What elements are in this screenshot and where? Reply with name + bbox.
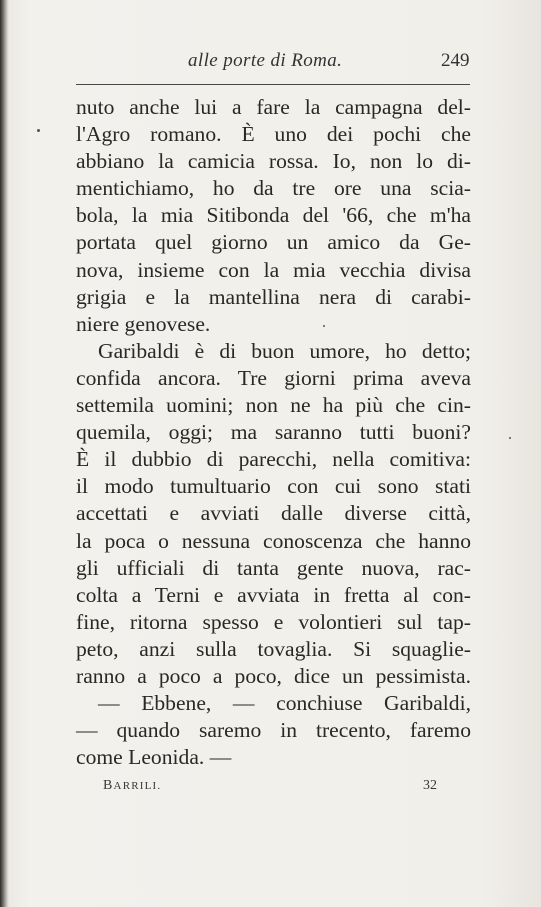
- text-line: confida ancora. Tre giorni prima aveva: [76, 365, 471, 390]
- sheet-number: 32: [423, 778, 437, 793]
- text-line: quemila, oggi; ma saranno tutti buoni?: [76, 420, 471, 445]
- text-line: la poca o nessuna conoscenza che hanno: [76, 528, 471, 553]
- header-rule: [76, 84, 470, 85]
- page-number: 249: [441, 50, 470, 71]
- text-line: È il dubbio di parecchi, nella comitiva:: [76, 447, 471, 472]
- text-line: — quando saremo in trecento, faremo: [76, 718, 471, 743]
- text-line: mentichiamo, ho da tre ore una scia-: [76, 176, 471, 201]
- page-speck: [37, 129, 40, 132]
- text-line: — Ebbene, — conchiuse Garibaldi,: [98, 691, 471, 716]
- running-title: alle porte di Roma.: [188, 50, 343, 71]
- text-line: l'Agro romano. È uno dei pochi che: [76, 122, 471, 147]
- text-line: nova, insieme con la mia vecchia divisa: [76, 257, 471, 282]
- text-line: colta a Terni e avviata in fretta al con-: [76, 582, 471, 607]
- text-line: bola, la mia Sitibonda del '66, che m'ha: [76, 203, 471, 228]
- running-head: [0, 50, 541, 74]
- text-line: accettati e avviati dalle diverse città,: [76, 501, 471, 526]
- text-line: il modo tumultuario con cui sono stati: [76, 474, 471, 499]
- page-speck: [323, 325, 325, 327]
- text-line: niere genovese.: [76, 311, 211, 336]
- text-line: grigia e la mantellina nera di carabi-: [76, 284, 471, 309]
- text-line: portata quel giorno un amico da Ge-: [76, 230, 471, 255]
- body-text: [76, 94, 471, 771]
- text-line: abbiano la camicia rossa. Io, non lo di-: [76, 149, 471, 174]
- text-line: fine, ritorna spesso e volontieri sul tap-: [76, 609, 471, 634]
- signature-mark: BARRILI.: [103, 778, 162, 793]
- page-footer: [0, 778, 541, 798]
- text-line: Garibaldi è di buon umore, ho detto;: [98, 338, 471, 363]
- text-line: ranno a poco a poco, dice un pessimista.: [76, 663, 471, 688]
- text-line: nuto anche lui a fare la campagna del-: [76, 95, 471, 119]
- page-speck: [509, 437, 511, 439]
- text-line: peto, anzi sulla tovaglia. Si squaglie-: [76, 636, 471, 661]
- text-line: settemila uomini; non ne ha più che cin-: [76, 393, 471, 418]
- page-binding-edge: [0, 0, 9, 907]
- text-line: come Leonida. —: [76, 745, 232, 770]
- text-line: gli ufficiali di tanta gente nuova, rac-: [76, 555, 471, 580]
